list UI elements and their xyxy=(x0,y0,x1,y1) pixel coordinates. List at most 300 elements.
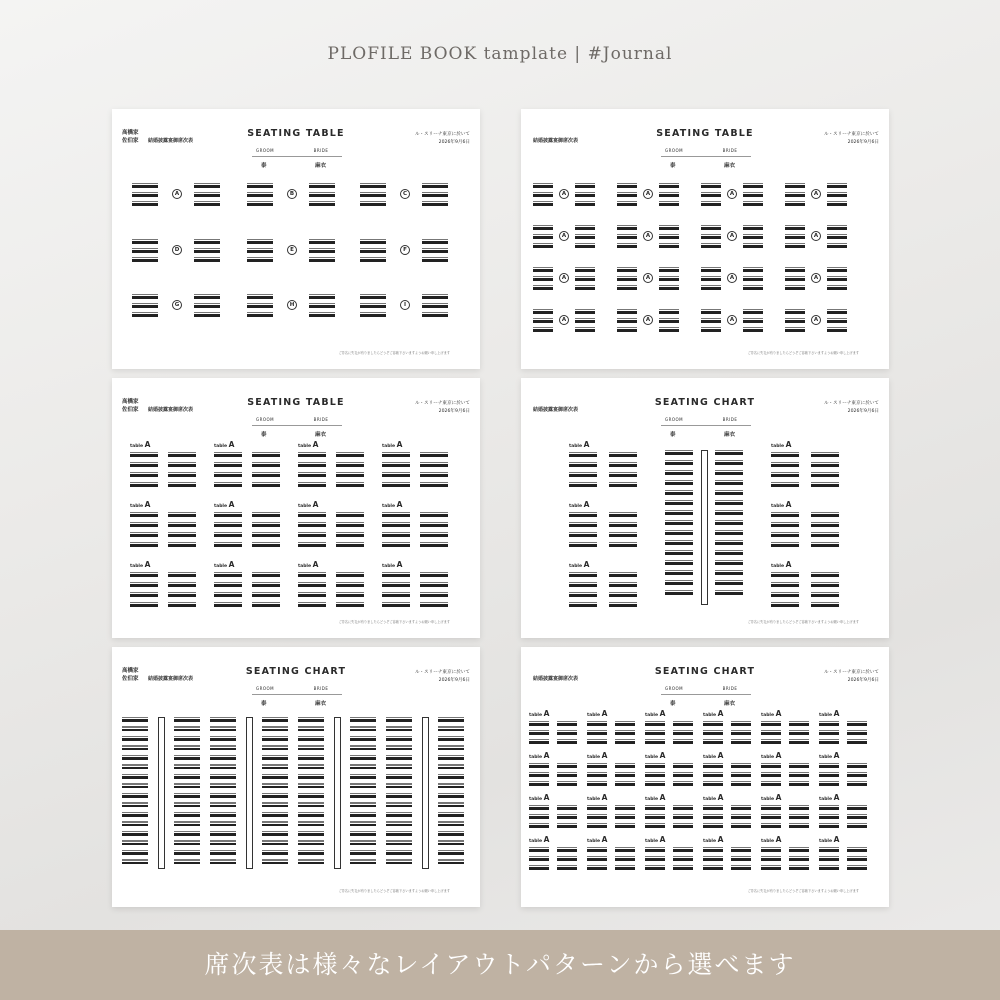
guest-name-placeholder xyxy=(386,858,412,865)
guest-name-placeholder xyxy=(847,737,867,744)
guest-name-placeholder xyxy=(422,292,448,299)
guest-name-placeholder xyxy=(360,181,386,188)
table-circle: A xyxy=(727,231,737,241)
table-label-word: table xyxy=(703,797,717,802)
guest-name-placeholder xyxy=(168,600,196,607)
guest-name-placeholder xyxy=(174,753,200,760)
table-label xyxy=(703,709,723,718)
table-label-word: table xyxy=(819,755,833,760)
guest-name-placeholder xyxy=(420,520,448,527)
table-label-word: table xyxy=(587,713,601,718)
reception-title: 結婚披露宴御席次表 xyxy=(533,407,579,413)
guest-name-placeholder xyxy=(336,460,364,467)
guest-name-placeholder xyxy=(789,779,809,786)
table-letter: A xyxy=(396,560,403,569)
guest-name-placeholder xyxy=(761,737,781,744)
guest-name-placeholder xyxy=(174,772,200,779)
guest-name-placeholder xyxy=(438,858,464,865)
guest-name-placeholder xyxy=(761,761,781,768)
guest-name-placeholder xyxy=(298,570,326,577)
table-label xyxy=(703,751,723,760)
guest-name-placeholder xyxy=(771,570,799,577)
table-label-word: table xyxy=(771,564,785,569)
table-label-word: table xyxy=(819,839,833,844)
guest-name-placeholder xyxy=(609,570,637,577)
guest-name-placeholder xyxy=(386,763,412,770)
table-label xyxy=(130,500,150,509)
table-label-word: table xyxy=(703,713,717,718)
guest-name-placeholder xyxy=(703,854,723,861)
guest-name-placeholder xyxy=(247,190,273,197)
table-label xyxy=(587,793,607,802)
guest-name-placeholder xyxy=(819,821,839,828)
groom-label: GROOM xyxy=(665,686,684,691)
guest-name-placeholder xyxy=(336,470,364,477)
venue-date: ル・スリーナ東京に於いて 2026年9月6日 xyxy=(823,132,879,145)
guest-name-placeholder xyxy=(132,310,158,317)
guest-name-placeholder xyxy=(587,728,607,735)
guest-name-placeholder xyxy=(122,839,148,846)
guest-name-placeholder xyxy=(811,570,839,577)
guest-name-placeholder xyxy=(701,316,721,323)
table-label xyxy=(298,560,318,569)
guest-name-placeholder xyxy=(673,770,693,777)
seating-title: SEATING CHART xyxy=(654,397,756,408)
table-letter: A xyxy=(601,793,608,802)
table-label xyxy=(382,440,402,449)
guest-name-placeholder xyxy=(575,241,595,248)
couple-divider xyxy=(661,425,751,426)
guest-name-placeholder xyxy=(785,223,805,230)
guest-name-placeholder xyxy=(336,480,364,487)
guest-name-placeholder xyxy=(715,538,743,545)
guest-name-placeholder xyxy=(298,791,324,798)
guest-name-placeholder xyxy=(130,460,158,467)
table-label xyxy=(761,751,781,760)
guest-name-placeholder xyxy=(847,728,867,735)
guest-name-placeholder xyxy=(130,540,158,547)
guest-name-placeholder xyxy=(789,821,809,828)
guest-name-placeholder xyxy=(673,845,693,852)
table-label-word: table xyxy=(645,713,659,718)
guest-name-placeholder xyxy=(438,772,464,779)
guest-name-placeholder xyxy=(174,820,200,827)
guest-name-placeholder xyxy=(557,728,577,735)
table-label-word: table xyxy=(771,444,785,449)
table-letter: A xyxy=(833,835,840,844)
guest-name-placeholder xyxy=(252,570,280,577)
guest-name-placeholder xyxy=(168,580,196,587)
table-label-word: table xyxy=(569,564,583,569)
guest-name-placeholder xyxy=(615,761,635,768)
guest-name-placeholder xyxy=(262,801,288,808)
guest-name-placeholder xyxy=(743,265,763,272)
table-letter: A xyxy=(601,751,608,760)
guest-name-placeholder xyxy=(386,744,412,751)
guest-name-placeholder xyxy=(785,316,805,323)
guest-name-placeholder xyxy=(174,763,200,770)
couple-divider xyxy=(252,156,342,157)
table-label xyxy=(569,500,589,509)
family-names: 高橋家 佐伯家 xyxy=(122,130,139,144)
guest-name-placeholder xyxy=(811,530,839,537)
guest-name-placeholder xyxy=(350,725,376,732)
guest-name-placeholder xyxy=(673,812,693,819)
table-label-word: table xyxy=(382,444,396,449)
table-label xyxy=(214,500,234,509)
guest-name-placeholder xyxy=(420,540,448,547)
guest-name-placeholder xyxy=(336,580,364,587)
guest-name-placeholder xyxy=(386,715,412,722)
groom-name: 泰 xyxy=(261,432,267,438)
guest-name-placeholder xyxy=(350,839,376,846)
guest-name-placeholder xyxy=(771,540,799,547)
guest-name-placeholder xyxy=(587,737,607,744)
guest-name-placeholder xyxy=(438,782,464,789)
guest-name-placeholder xyxy=(811,600,839,607)
guest-name-placeholder xyxy=(386,772,412,779)
guest-name-placeholder xyxy=(386,848,412,855)
table-label xyxy=(298,500,318,509)
guest-name-placeholder xyxy=(587,779,607,786)
guest-name-placeholder xyxy=(785,265,805,272)
guest-name-placeholder xyxy=(298,763,324,770)
guest-name-placeholder xyxy=(575,190,595,197)
guest-name-placeholder xyxy=(214,460,242,467)
footer-note: ご芳名に失礼が有りましたらどうぞご容赦下さいますようお願い申し上げます xyxy=(338,889,450,893)
guest-name-placeholder xyxy=(761,779,781,786)
guest-name-placeholder xyxy=(575,223,595,230)
guest-name-placeholder xyxy=(703,779,723,786)
guest-name-placeholder xyxy=(615,770,635,777)
guest-name-placeholder xyxy=(360,301,386,308)
guest-name-placeholder xyxy=(214,570,242,577)
guest-name-placeholder xyxy=(168,520,196,527)
guest-name-placeholder xyxy=(122,772,148,779)
guest-name-placeholder xyxy=(130,600,158,607)
guest-name-placeholder xyxy=(743,232,763,239)
guest-name-placeholder xyxy=(575,274,595,281)
guest-name-placeholder xyxy=(617,274,637,281)
guest-name-placeholder xyxy=(360,310,386,317)
guest-name-placeholder xyxy=(309,237,335,244)
guest-name-placeholder xyxy=(847,854,867,861)
guest-name-placeholder xyxy=(771,600,799,607)
guest-name-placeholder xyxy=(827,265,847,272)
guest-name-placeholder xyxy=(715,588,743,595)
guest-name-placeholder xyxy=(761,719,781,726)
table-label xyxy=(761,709,781,718)
table-label-word: table xyxy=(529,713,543,718)
guest-name-placeholder xyxy=(575,232,595,239)
guest-name-placeholder xyxy=(386,791,412,798)
guest-name-placeholder xyxy=(174,829,200,836)
guest-name-placeholder xyxy=(715,448,743,455)
guest-name-placeholder xyxy=(298,480,326,487)
guest-name-placeholder xyxy=(130,450,158,457)
guest-name-placeholder xyxy=(438,763,464,770)
guest-name-placeholder xyxy=(382,470,410,477)
table-letter: A xyxy=(717,793,724,802)
guest-name-placeholder xyxy=(298,734,324,741)
guest-name-placeholder xyxy=(609,600,637,607)
guest-name-placeholder xyxy=(761,770,781,777)
guest-name-placeholder xyxy=(617,316,637,323)
guest-name-placeholder xyxy=(615,737,635,744)
guest-name-placeholder xyxy=(438,734,464,741)
table-label-word: table xyxy=(771,504,785,509)
guest-name-placeholder xyxy=(360,237,386,244)
guest-name-placeholder xyxy=(569,470,597,477)
guest-name-placeholder xyxy=(587,761,607,768)
table-label-word: table xyxy=(645,797,659,802)
guest-name-placeholder xyxy=(785,274,805,281)
guest-name-placeholder xyxy=(587,854,607,861)
guest-name-placeholder xyxy=(715,468,743,475)
table-label xyxy=(382,560,402,569)
table-label-word: table xyxy=(130,444,144,449)
guest-name-placeholder xyxy=(569,600,597,607)
guest-name-placeholder xyxy=(575,199,595,206)
guest-name-placeholder xyxy=(715,508,743,515)
guest-name-placeholder xyxy=(298,753,324,760)
table-circle: H xyxy=(287,300,297,310)
family-names: 高橋家 佐伯家 xyxy=(122,668,139,682)
guest-name-placeholder xyxy=(587,845,607,852)
bride-name: 麻衣 xyxy=(724,432,736,438)
guest-name-placeholder xyxy=(533,241,553,248)
guest-name-placeholder xyxy=(715,458,743,465)
seating-template-card-6 xyxy=(521,647,889,907)
guest-name-placeholder xyxy=(569,530,597,537)
guest-name-placeholder xyxy=(575,265,595,272)
guest-name-placeholder xyxy=(569,520,597,527)
guest-name-placeholder xyxy=(609,470,637,477)
guest-name-placeholder xyxy=(569,510,597,517)
guest-name-placeholder xyxy=(350,810,376,817)
guest-name-placeholder xyxy=(252,580,280,587)
guest-name-placeholder xyxy=(715,498,743,505)
guest-name-placeholder xyxy=(557,761,577,768)
guest-name-placeholder xyxy=(438,801,464,808)
guest-name-placeholder xyxy=(360,292,386,299)
guest-name-placeholder xyxy=(420,480,448,487)
guest-name-placeholder xyxy=(420,530,448,537)
guest-name-placeholder xyxy=(252,590,280,597)
guest-name-placeholder xyxy=(703,761,723,768)
guest-name-placeholder xyxy=(420,470,448,477)
guest-name-placeholder xyxy=(743,199,763,206)
table-label-word: table xyxy=(761,713,775,718)
guest-name-placeholder xyxy=(645,737,665,744)
table-letter: A xyxy=(717,709,724,718)
guest-name-placeholder xyxy=(298,725,324,732)
guest-name-placeholder xyxy=(420,570,448,577)
guest-name-placeholder xyxy=(386,829,412,836)
groom-name: 泰 xyxy=(261,701,267,707)
guest-name-placeholder xyxy=(194,246,220,253)
guest-name-placeholder xyxy=(785,199,805,206)
guest-name-placeholder xyxy=(298,782,324,789)
guest-name-placeholder xyxy=(122,782,148,789)
venue-date: ル・スリーナ東京に於いて 2026年9月6日 xyxy=(414,670,470,683)
guest-name-placeholder xyxy=(819,845,839,852)
venue-date: ル・スリーナ東京に於いて 2026年9月6日 xyxy=(414,132,470,145)
venue-date: ル・スリーナ東京に於いて 2026年9月6日 xyxy=(823,401,879,414)
guest-name-placeholder xyxy=(210,715,236,722)
guest-name-placeholder xyxy=(247,199,273,206)
table-label-word: table xyxy=(761,797,775,802)
guest-name-placeholder xyxy=(615,779,635,786)
guest-name-placeholder xyxy=(785,325,805,332)
groom-name: 泰 xyxy=(670,163,676,169)
guest-name-placeholder xyxy=(309,255,335,262)
guest-name-placeholder xyxy=(701,265,721,272)
guest-name-placeholder xyxy=(617,265,637,272)
guest-name-placeholder xyxy=(665,478,693,485)
guest-name-placeholder xyxy=(785,307,805,314)
guest-name-placeholder xyxy=(731,803,751,810)
seating-template-card-4 xyxy=(521,378,889,638)
guest-name-placeholder xyxy=(533,307,553,314)
table-label xyxy=(771,560,791,569)
guest-name-placeholder xyxy=(715,518,743,525)
guest-name-placeholder xyxy=(210,801,236,808)
guest-name-placeholder xyxy=(569,450,597,457)
guest-name-placeholder xyxy=(811,460,839,467)
guest-name-placeholder xyxy=(298,470,326,477)
guest-name-placeholder xyxy=(557,845,577,852)
guest-name-placeholder xyxy=(847,779,867,786)
guest-name-placeholder xyxy=(336,540,364,547)
guest-name-placeholder xyxy=(122,763,148,770)
groom-name: 泰 xyxy=(670,701,676,707)
guest-name-placeholder xyxy=(557,812,577,819)
guest-name-placeholder xyxy=(210,839,236,846)
table-circle: A xyxy=(727,189,737,199)
bride-label: BRIDE xyxy=(313,417,329,422)
guest-name-placeholder xyxy=(210,820,236,827)
guest-name-placeholder xyxy=(252,470,280,477)
guest-name-placeholder xyxy=(168,570,196,577)
table-label-word: table xyxy=(382,504,396,509)
table-letter: A xyxy=(785,440,792,449)
guest-name-placeholder xyxy=(827,190,847,197)
guest-name-placeholder xyxy=(665,528,693,535)
guest-name-placeholder xyxy=(731,719,751,726)
guest-name-placeholder xyxy=(609,590,637,597)
guest-name-placeholder xyxy=(122,753,148,760)
table-letter: A xyxy=(228,440,235,449)
guest-name-placeholder xyxy=(252,530,280,537)
guest-name-placeholder xyxy=(703,863,723,870)
guest-name-placeholder xyxy=(309,190,335,197)
table-label-word: table xyxy=(703,755,717,760)
guest-name-placeholder xyxy=(382,580,410,587)
guest-name-placeholder xyxy=(336,570,364,577)
table-label xyxy=(569,440,589,449)
guest-name-placeholder xyxy=(617,190,637,197)
guest-name-placeholder xyxy=(557,821,577,828)
guest-name-placeholder xyxy=(743,274,763,281)
seating-title: SEATING CHART xyxy=(245,666,347,677)
guest-name-placeholder xyxy=(569,580,597,587)
bride-label: BRIDE xyxy=(722,417,738,422)
table-label-word: table xyxy=(569,444,583,449)
guest-name-placeholder xyxy=(569,480,597,487)
guest-name-placeholder xyxy=(673,737,693,744)
guest-name-placeholder xyxy=(827,307,847,314)
guest-name-placeholder xyxy=(557,803,577,810)
guest-name-placeholder xyxy=(789,854,809,861)
guest-name-placeholder xyxy=(771,510,799,517)
guest-name-placeholder xyxy=(533,190,553,197)
guest-name-placeholder xyxy=(569,570,597,577)
guest-name-placeholder xyxy=(438,791,464,798)
guest-name-placeholder xyxy=(214,530,242,537)
guest-name-placeholder xyxy=(785,283,805,290)
guest-name-placeholder xyxy=(122,801,148,808)
seating-template-card-1 xyxy=(112,109,480,369)
guest-name-placeholder xyxy=(247,237,273,244)
guest-name-placeholder xyxy=(309,310,335,317)
guest-name-placeholder xyxy=(715,578,743,585)
guest-name-placeholder xyxy=(771,460,799,467)
guest-name-placeholder xyxy=(382,530,410,537)
guest-name-placeholder xyxy=(731,737,751,744)
table-label xyxy=(761,835,781,844)
guest-name-placeholder xyxy=(827,181,847,188)
table-label-word: table xyxy=(819,713,833,718)
long-table xyxy=(701,450,708,605)
guest-name-placeholder xyxy=(731,863,751,870)
guest-name-placeholder xyxy=(811,480,839,487)
guest-name-placeholder xyxy=(743,307,763,314)
guest-name-placeholder xyxy=(665,568,693,575)
table-circle: A xyxy=(559,231,569,241)
guest-name-placeholder xyxy=(533,265,553,272)
guest-name-placeholder xyxy=(214,480,242,487)
guest-name-placeholder xyxy=(194,237,220,244)
table-label-word: table xyxy=(819,797,833,802)
long-table xyxy=(158,717,165,869)
guest-name-placeholder xyxy=(247,292,273,299)
guest-name-placeholder xyxy=(438,725,464,732)
guest-name-placeholder xyxy=(715,478,743,485)
table-letter: A xyxy=(601,709,608,718)
guest-name-placeholder xyxy=(262,725,288,732)
guest-name-placeholder xyxy=(262,772,288,779)
page-title: PLOFILE BOOK tamplate | #Journal xyxy=(327,44,673,64)
table-label xyxy=(771,440,791,449)
guest-name-placeholder xyxy=(771,470,799,477)
guest-name-placeholder xyxy=(771,520,799,527)
guest-name-placeholder xyxy=(420,450,448,457)
guest-name-placeholder xyxy=(617,307,637,314)
table-label xyxy=(819,835,839,844)
guest-name-placeholder xyxy=(529,812,549,819)
guest-name-placeholder xyxy=(645,719,665,726)
table-label xyxy=(529,709,549,718)
guest-name-placeholder xyxy=(645,779,665,786)
guest-name-placeholder xyxy=(673,854,693,861)
table-circle: A xyxy=(643,189,653,199)
guest-name-placeholder xyxy=(309,246,335,253)
guest-name-placeholder xyxy=(194,199,220,206)
guest-name-placeholder xyxy=(174,782,200,789)
seating-template-card-2 xyxy=(521,109,889,369)
table-circle: A xyxy=(811,273,821,283)
